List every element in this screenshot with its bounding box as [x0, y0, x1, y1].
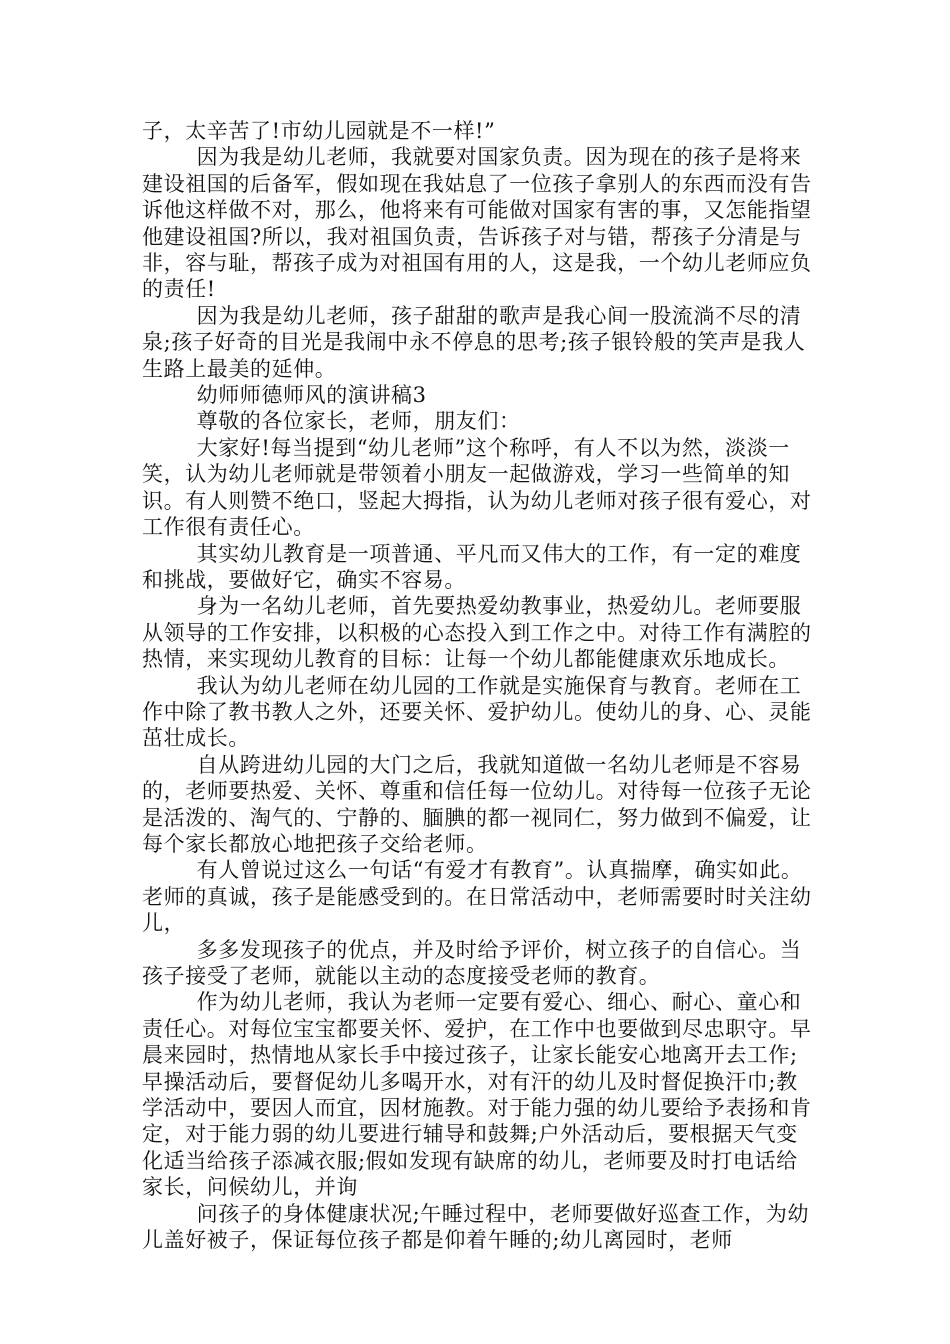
- document-body: [142, 118, 812, 1253]
- salutation: 尊敬的各位家长，老师，朋友们：: [196, 409, 521, 434]
- paragraph: 作为幼儿老师，我认为老师一定要有爱心、细心、耐心、童心和责任心。对每位宝宝都要关怀、爱护，在工作中也要做到尽忠职守。早晨来园时，热情地从家长手中接过孩子，让家长能安心地离开去工作;早操活动后，要督促幼儿多喝开水，对有汗的幼儿及时督促换汗巾;教学活动中，要因人而宜，因材施教。对于能力强的幼儿要给予表扬和肯定，对于能力弱的幼儿要进行辅导和鼓舞;户外活动后，要根据天气变化适当给孩子添减衣服;假如发现有缺席的幼儿，老师要及时打电话给家长，问候幼儿，并询: [142, 990, 812, 1200]
- paragraph: 自从跨进幼儿园的大门之后，我就知道做一名幼儿老师是不容易的，老师要热爱、关怀、尊重和信任每一位幼儿。对待每一位孩子无论是活泼的、淘气的、宁静的、腼腆的都一视同仁，努力做到不偏爱，让每个家长都放心地把孩子交给老师。: [142, 752, 812, 856]
- paragraph: 其实幼儿教育是一项普通、平凡而又伟大的工作，有一定的难度和挑战，要做好它，确实不容易。: [142, 541, 802, 592]
- paragraph: 因为我是幼儿老师，我就要对国家负责。因为现在的孩子是将来建设祖国的后备军，假如现在我姑息了一位孩子拿别人的东西而没有告诉他这样做不对，那么，他将来有可能做对国家有害的事，又怎能指望他建设祖国?所以，我对祖国负责，告诉孩子对与错，帮孩子分清是与非，容与耻，帮孩子成为对祖国有用的人，这是我，一个幼儿老师应负的责任!: [142, 145, 812, 302]
- paragraph: 子，太辛苦了!市幼儿园就是不一样!”: [142, 119, 496, 143]
- paragraph: 有人曾说过这么一句话“有爱才有教育”。认真揣摩，确实如此。老师的真诚，孩子是能感受到的。在日常活动中，老师需要时时关注幼儿，: [142, 858, 812, 936]
- paragraph: 多多发现孩子的优点，并及时给予评价，树立孩子的自信心。当孩子接受了老师，就能以主动的态度接受老师的教育。: [142, 937, 802, 988]
- paragraph: 大家好!每当提到“幼儿老师”这个称呼，有人不以为然，淡淡一笑，认为幼儿老师就是带领着小朋友一起做游戏，学习一些简单的知识。有人则赞不绝口，竖起大拇指，认为幼儿老师对孩子很有爱心，对工作很有责任心。: [142, 435, 812, 540]
- section-title: 幼师师德师风的演讲稿3: [196, 383, 427, 408]
- paragraph: 身为一名幼儿老师，首先要热爱幼教事业，热爱幼儿。老师要服从领导的工作安排，以积极的心态投入到工作之中。对待工作有满腔的热情，来实现幼儿教育的目标：让每一个幼儿都能健康欢乐地成长。: [142, 594, 812, 672]
- paragraph: 问孩子的身体健康状况;午睡过程中，老师要做好巡查工作，为幼儿盖好被子，保证每位孩子都是仰着午睡的;幼儿离园时，老师: [142, 1201, 810, 1253]
- paragraph: 我认为幼儿老师在幼儿园的工作就是实施保育与教育。老师在工作中除了教书教人之外，还要关怀、爱护幼儿。使幼儿的身、心、灵能茁壮成长。: [142, 673, 812, 751]
- paragraph: 因为我是幼儿老师，孩子甜甜的歌声是我心间一股流淌不尽的清泉;孩子好奇的目光是我闹中永不停息的思考;孩子银铃般的笑声是我人生路上最美的延伸。: [142, 303, 806, 381]
